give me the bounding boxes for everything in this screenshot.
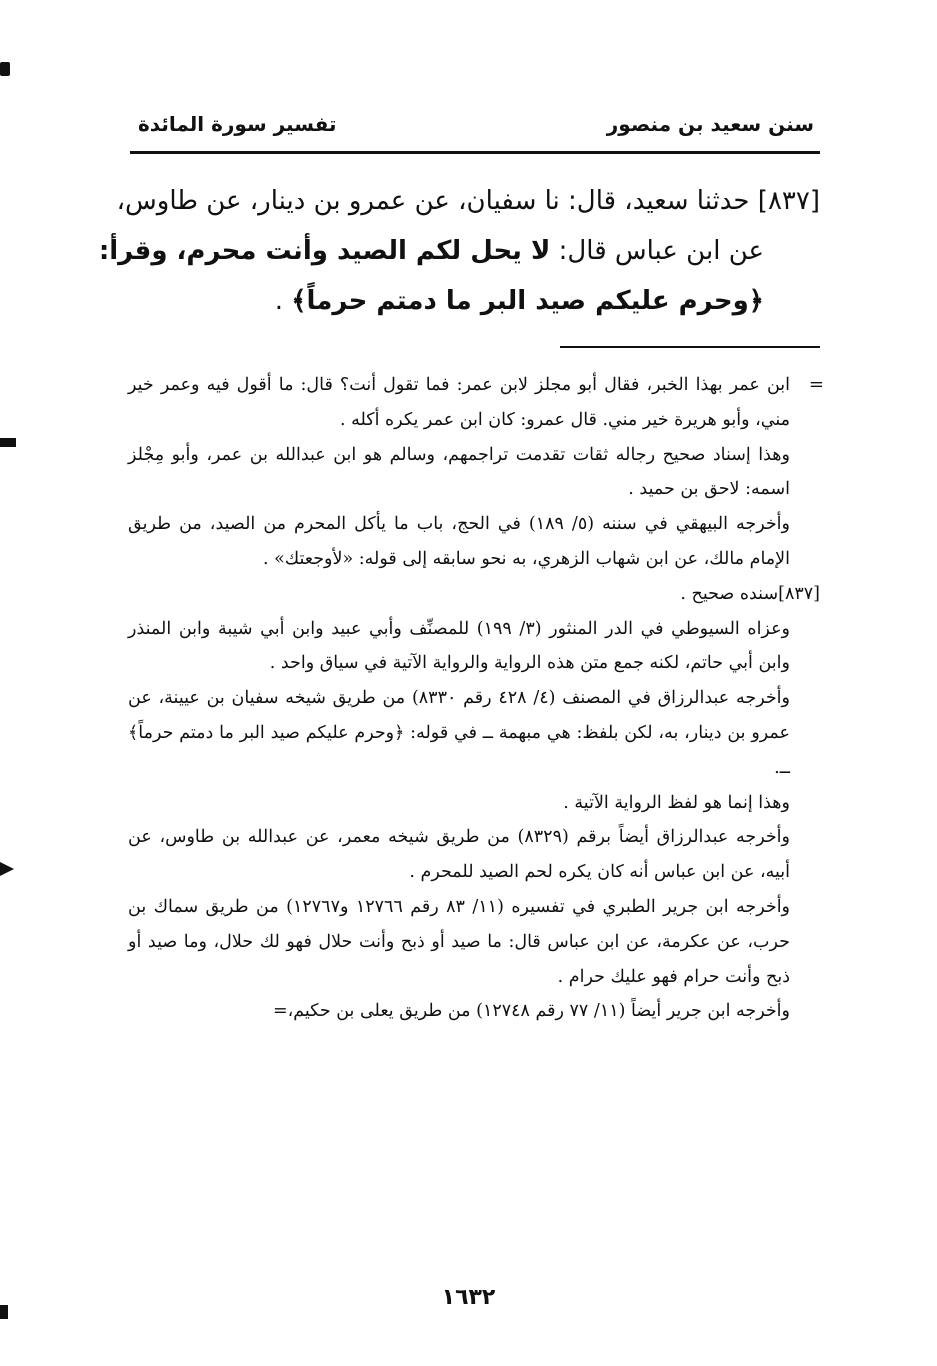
footnote-verdict: سنده صحيح . [680,583,779,604]
footnote-paragraph: وهذا إسناد صحيح رجاله ثقات تقدمت تراجمهم، وسالم هو ابن عبدالله بن عمر، وأبو مِجْلز اسمه: لاحق بن حميد . [128,444,790,500]
quran-verse: ﴿وحرم عليكم صيد البر ما دمتم حرماً﴾ [291,286,764,316]
footnote-reference [128,577,820,612]
hadith-number: [٨٣٧] [757,186,820,216]
hadith-end: . [274,286,292,316]
scan-margin-mark [0,62,10,76]
continuation-marker: = [808,374,824,395]
footnote-paragraph: وأخرجه عبدالرزاق أيضاً برقم (٨٣٢٩) من طريق شيخه معمر، عن عبدالله بن طاوس، عن أبيه، عن ابن عباس أنه كان يكره لحم الصيد للمحرم . [128,827,790,883]
scan-margin-mark [0,438,16,447]
hadith-text [98,176,820,326]
hadith-line [120,276,820,326]
footnote-paragraph: وأخرجه عبدالرزاق في المصنف (٤/ ٤٢٨ رقم ٨٣٣٠) من طريق شيخه سفيان بن عيينة، عن عمرو بن دينار، به، لكن بلفظ: هي مبهمة ــ في قوله: ﴿وحرم عليكم صيد البر ما دمتم حرماً﴾ ــ. [128,688,790,778]
footnote-paragraph: وعزاه السيوطي في الدر المنثور (٣/ ١٩٩) للمصنِّف وأبي عبيد وابن أبي شيبة وابن المنذر وابن أبي حاتم، لكنه جمع متن هذه الرواية والرواية الآتية في سياق واحد . [128,618,790,674]
footnote-paragraph: وأخرجه ابن جرير أيضاً (١١/ ٧٧ رقم ١٢٧٤٨) من طريق يعلى بن حكيم،= [272,1001,790,1022]
running-header [138,112,814,146]
footnote-separator [560,346,820,348]
hadith-line [116,176,820,226]
hadith-line [98,226,820,276]
book-title: سنن سعيد بن منصور [606,112,814,136]
footnote-paragraph: ابن عمر بهذا الخبر، فقال أبو مجلز لابن عمر: فما تقول أنت؟ قال: ما أقول فيه وعمر خير مني، وأبو هريرة خير مني. قال عمرو: كان ابن عمر يكره أكله . [128,375,790,430]
page-number: ١٦٣٢ [441,1285,496,1310]
footnote-paragraph: وهذا إنما هو لفظ الرواية الآتية . [563,792,790,813]
footnotes [128,368,824,1029]
hadith-narrator: عن ابن عباس قال: [550,236,764,266]
footnote-number: [٨٣٧] [778,583,820,604]
scan-margin-mark [0,862,14,876]
header-rule [130,151,820,154]
footnote-paragraph: وأخرجه ابن جرير الطبري في تفسيره (١١/ ٨٣ رقم ١٢٧٦٦ و١٢٧٦٧) من طريق سماك بن حرب، عن عكرمة، عن ابن عباس قال: ما صيد أو ذبح وأنت حلال فهو لك حلال، وما صيد أو ذبح وأنت حرام فهو عليك حرام . [128,896,791,987]
hadith-matn: لا يحل لكم الصيد وأنت محرم، وقرأ: [98,236,551,266]
hadith-chain: حدثنا سعيد، قال: نا سفيان، عن عمرو بن دينار، عن طاوس، [116,186,750,216]
section-title: تفسير سورة المائدة [138,112,337,136]
footnote-paragraph: وأخرجه البيهقي في سننه (٥/ ١٨٩) في الحج، باب ما يأكل المحرم من الصيد، من طريق الإمام مالك، عن ابن شهاب الزهري، به نحو سابقه إلى قوله: «لأوجعتك» . [128,514,790,569]
